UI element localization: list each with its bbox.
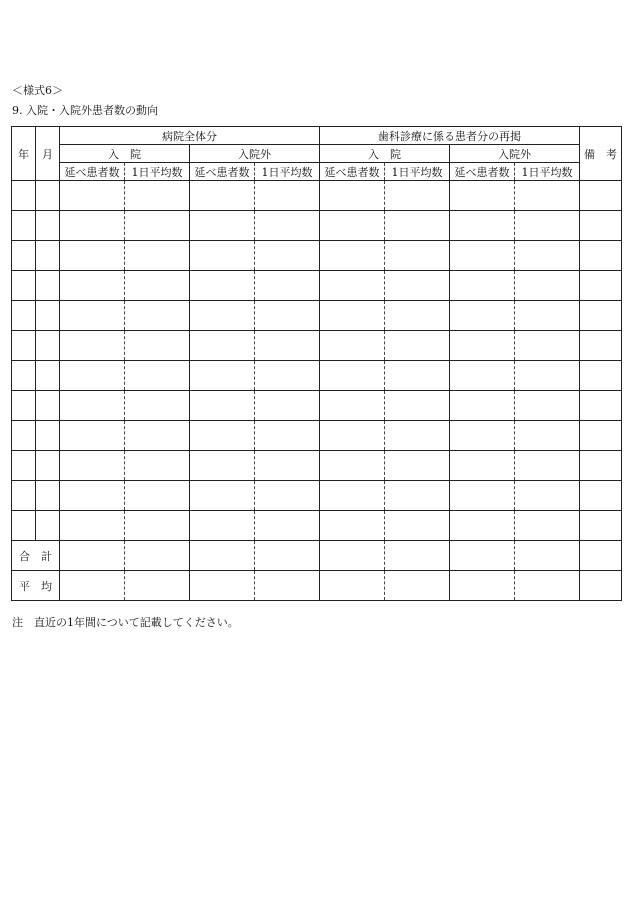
remarks-cell xyxy=(580,211,622,241)
header-total-patients: 延べ患者数 xyxy=(320,163,385,181)
table-cell xyxy=(255,331,320,361)
table-cell xyxy=(125,571,190,601)
table-cell xyxy=(320,511,385,541)
table-cell xyxy=(255,421,320,451)
form-label: ＜様式6＞ xyxy=(12,84,63,97)
remarks-cell xyxy=(580,511,622,541)
remarks-cell xyxy=(580,241,622,271)
table-cell xyxy=(190,481,255,511)
table-cell xyxy=(320,391,385,421)
header-total-patients: 延べ患者数 xyxy=(60,163,125,181)
remarks-cell xyxy=(580,301,622,331)
month-cell xyxy=(36,421,60,451)
table-cell xyxy=(60,511,125,541)
table-cell xyxy=(320,451,385,481)
average-label: 平 均 xyxy=(12,571,60,601)
table-cell xyxy=(125,361,190,391)
table-cell xyxy=(125,301,190,331)
table-cell xyxy=(320,421,385,451)
section-title: 9. 入院・入院外患者数の動向 xyxy=(12,104,158,117)
table-cell xyxy=(450,391,515,421)
table-cell xyxy=(125,511,190,541)
table-cell xyxy=(385,271,450,301)
table-cell xyxy=(385,571,450,601)
table-cell xyxy=(385,181,450,211)
table-row xyxy=(12,451,622,481)
table-cell xyxy=(255,391,320,421)
table-cell xyxy=(515,451,580,481)
table-cell xyxy=(450,181,515,211)
header-total-patients: 延べ患者数 xyxy=(190,163,255,181)
table-cell xyxy=(515,301,580,331)
header-year: 年 xyxy=(12,127,36,181)
table-cell xyxy=(515,211,580,241)
table-cell xyxy=(60,271,125,301)
table-cell xyxy=(190,421,255,451)
month-cell xyxy=(36,391,60,421)
table-cell xyxy=(385,481,450,511)
table-cell xyxy=(450,301,515,331)
table-cell xyxy=(385,541,450,571)
table-cell xyxy=(515,241,580,271)
table-cell xyxy=(320,241,385,271)
table-cell xyxy=(320,211,385,241)
header-daily-average: 1日平均数 xyxy=(125,163,190,181)
remarks-cell xyxy=(580,451,622,481)
year-cell xyxy=(12,301,36,331)
month-cell xyxy=(36,511,60,541)
table-cell xyxy=(385,451,450,481)
year-cell xyxy=(12,211,36,241)
table-row xyxy=(12,331,622,361)
table-cell xyxy=(450,241,515,271)
total-label: 合 計 xyxy=(12,541,60,571)
year-cell xyxy=(12,331,36,361)
table-cell xyxy=(125,391,190,421)
table-cell xyxy=(190,241,255,271)
table-cell xyxy=(385,361,450,391)
table-cell xyxy=(190,211,255,241)
table-cell xyxy=(190,331,255,361)
remarks-cell xyxy=(580,331,622,361)
table-cell xyxy=(125,451,190,481)
table-cell xyxy=(320,301,385,331)
table-row xyxy=(12,271,622,301)
table-cell xyxy=(60,211,125,241)
table-cell xyxy=(450,481,515,511)
table-cell xyxy=(450,421,515,451)
footnote: 注 直近の1年間について記載してください。 xyxy=(12,616,239,629)
table-cell xyxy=(320,331,385,361)
table-cell xyxy=(515,331,580,361)
table-cell xyxy=(320,481,385,511)
table-cell xyxy=(515,541,580,571)
total-row xyxy=(12,541,622,571)
table-cell xyxy=(320,361,385,391)
remarks-cell xyxy=(580,181,622,211)
table-row xyxy=(12,301,622,331)
header-remarks: 備 考 xyxy=(580,127,622,181)
table-cell xyxy=(190,271,255,301)
table-cell xyxy=(125,481,190,511)
table-cell xyxy=(450,271,515,301)
table-cell xyxy=(385,211,450,241)
table-cell xyxy=(450,361,515,391)
table-row xyxy=(12,361,622,391)
year-cell xyxy=(12,241,36,271)
table-cell xyxy=(190,571,255,601)
table-row xyxy=(12,481,622,511)
table-cell xyxy=(255,541,320,571)
month-cell xyxy=(36,451,60,481)
table-cell xyxy=(60,571,125,601)
table-row xyxy=(12,211,622,241)
table-cell xyxy=(320,571,385,601)
table-cell xyxy=(190,451,255,481)
table-cell xyxy=(385,391,450,421)
table-cell xyxy=(60,301,125,331)
header-total-patients: 延べ患者数 xyxy=(450,163,515,181)
table-cell xyxy=(60,451,125,481)
year-cell xyxy=(12,391,36,421)
month-cell xyxy=(36,361,60,391)
table-cell xyxy=(255,181,320,211)
remarks-cell xyxy=(580,361,622,391)
remarks-cell xyxy=(580,421,622,451)
table-cell xyxy=(385,331,450,361)
remarks-cell xyxy=(580,571,622,601)
table-cell xyxy=(255,241,320,271)
month-cell xyxy=(36,301,60,331)
table-cell xyxy=(125,541,190,571)
table-cell xyxy=(515,271,580,301)
table-row xyxy=(12,421,622,451)
table-cell xyxy=(255,271,320,301)
table-row xyxy=(12,391,622,421)
header-month: 月 xyxy=(36,127,60,181)
table-cell xyxy=(255,451,320,481)
header-dental-outpatient: 入院外 xyxy=(450,145,580,163)
year-cell xyxy=(12,421,36,451)
table-cell xyxy=(450,211,515,241)
table-cell xyxy=(385,241,450,271)
header-hospital-inpatient: 入 院 xyxy=(60,145,190,163)
average-row xyxy=(12,571,622,601)
year-cell xyxy=(12,181,36,211)
header-dental-inpatient: 入 院 xyxy=(320,145,450,163)
remarks-cell xyxy=(580,271,622,301)
table-cell xyxy=(60,241,125,271)
year-cell xyxy=(12,451,36,481)
table-row xyxy=(12,511,622,541)
table-cell xyxy=(515,421,580,451)
table-cell xyxy=(125,241,190,271)
table-row xyxy=(12,181,622,211)
table-cell xyxy=(255,481,320,511)
table-cell xyxy=(255,511,320,541)
header-daily-average: 1日平均数 xyxy=(255,163,320,181)
table-cell xyxy=(125,421,190,451)
table-cell xyxy=(125,181,190,211)
table-cell xyxy=(450,571,515,601)
table-cell xyxy=(320,181,385,211)
header-daily-average: 1日平均数 xyxy=(385,163,450,181)
patient-trend-table xyxy=(11,126,622,601)
table-cell xyxy=(60,331,125,361)
month-cell xyxy=(36,211,60,241)
header-daily-average: 1日平均数 xyxy=(515,163,580,181)
table-row xyxy=(12,241,622,271)
table-cell xyxy=(255,361,320,391)
table-cell xyxy=(385,421,450,451)
remarks-cell xyxy=(580,391,622,421)
table-cell xyxy=(60,481,125,511)
table-cell xyxy=(255,211,320,241)
year-cell xyxy=(12,511,36,541)
year-cell xyxy=(12,481,36,511)
table-cell xyxy=(125,211,190,241)
table-cell xyxy=(190,361,255,391)
table-cell xyxy=(190,541,255,571)
table-cell xyxy=(515,391,580,421)
table-cell xyxy=(190,181,255,211)
table-cell xyxy=(450,451,515,481)
month-cell xyxy=(36,271,60,301)
table-cell xyxy=(60,421,125,451)
month-cell xyxy=(36,181,60,211)
table-cell xyxy=(385,511,450,541)
table-cell xyxy=(515,181,580,211)
month-cell xyxy=(36,331,60,361)
table-cell xyxy=(60,361,125,391)
table-cell xyxy=(255,571,320,601)
table-cell xyxy=(60,181,125,211)
year-cell xyxy=(12,361,36,391)
header-hospital-outpatient: 入院外 xyxy=(190,145,320,163)
table-cell xyxy=(255,301,320,331)
year-cell xyxy=(12,271,36,301)
table-cell xyxy=(190,511,255,541)
table-cell xyxy=(450,331,515,361)
header-hospital-total: 病院全体分 xyxy=(60,127,320,145)
month-cell xyxy=(36,481,60,511)
header-dental-subset: 歯科診療に係る患者分の再掲 xyxy=(320,127,580,145)
table-cell xyxy=(125,331,190,361)
table-cell xyxy=(515,571,580,601)
month-cell xyxy=(36,241,60,271)
table-cell xyxy=(515,511,580,541)
remarks-cell xyxy=(580,541,622,571)
table-cell xyxy=(190,301,255,331)
table-cell xyxy=(320,541,385,571)
table-cell xyxy=(515,481,580,511)
table-cell xyxy=(60,391,125,421)
table-cell xyxy=(385,301,450,331)
table-cell xyxy=(125,271,190,301)
table-cell xyxy=(450,541,515,571)
table-cell xyxy=(320,271,385,301)
remarks-cell xyxy=(580,481,622,511)
table-cell xyxy=(450,511,515,541)
table-cell xyxy=(60,541,125,571)
table-cell xyxy=(515,361,580,391)
table-cell xyxy=(190,391,255,421)
